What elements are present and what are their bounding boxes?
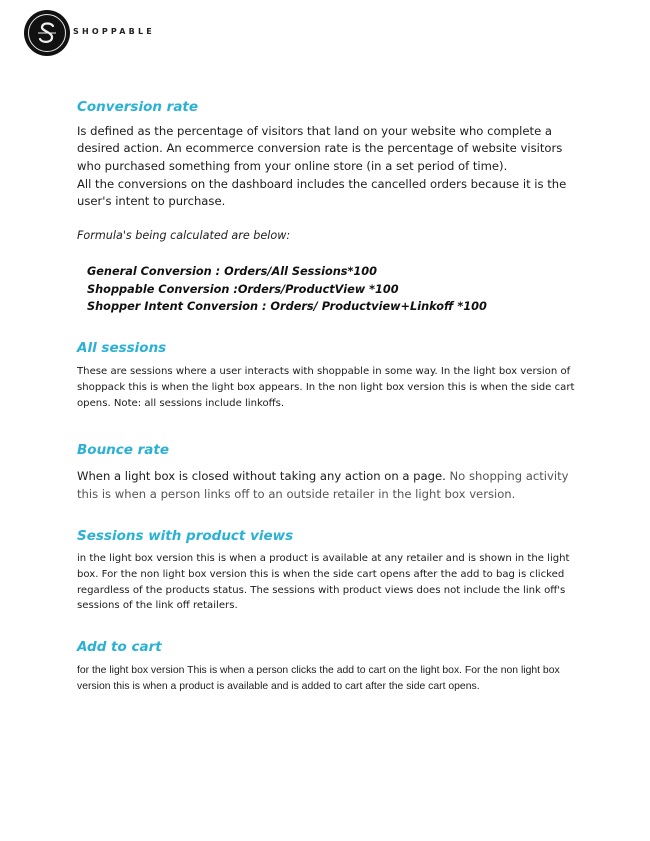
add-to-cart-body: for the light box version This is when a person clicks the add to cart on the light box. For the non light box version this is when a product is available and is added to cart after the side cart opens.: [77, 665, 560, 693]
conversion-rate-heading: Conversion rate: [77, 99, 199, 115]
formula-shopper-intent: Shopper Intent Conversion : Orders/ Productview+Linkoff *100: [87, 300, 487, 314]
product-views-heading: Sessions with product views: [77, 528, 294, 544]
all-sessions-heading: All sessions: [77, 340, 167, 356]
add-to-cart-heading: Add to cart: [77, 639, 162, 655]
formula-shoppable: Shoppable Conversion :Orders/ProductView *100: [87, 282, 399, 296]
formula-general: General Conversion : Orders/All Sessions*100: [87, 265, 378, 278]
bounce-rate-heading: Bounce rate: [77, 442, 170, 458]
bounce-rate-body: [77, 468, 577, 503]
formula-label: Formula's being calculated are below:: [77, 229, 291, 242]
all-sessions-body: These are sessions where a user interacts with shoppable in some way. In the light box version of shoppack this is when the light box appears. In the non light box version this is when the side cart opens. Note: all sessions include linkoffs.: [77, 366, 575, 409]
shoppable-s-logo-icon: [24, 10, 70, 56]
bounce-rate-body-b: No shopping activity this is when a person links off to an outside retailer in the light box version.: [77, 469, 569, 501]
formula-list: [87, 263, 487, 316]
conversion-rate-body: Is defined as the percentage of visitors that land on your website who complete a desired action. An ecommerce conversion rate is the percentage of website visitors who purchased something from your online store (in a set period of time).: [77, 124, 563, 173]
logo-s-glyph: [36, 20, 58, 46]
bounce-rate-body-a: When a light box is closed without taking any action on a page.: [77, 469, 446, 483]
brand-name: SHOPPABLE: [73, 27, 155, 36]
product-views-body: in the light box version this is when a product is available at any retailer and is shown in the light box. For the non light box version this is when the side cart opens after the add to bag is clicked regardless of the products status. The sessions with product views does not include the link off's sessions of the link off retailers.: [77, 553, 570, 612]
logo-ring: [28, 14, 66, 52]
conversion-rate-body-2: All the conversions on the dashboard includes the cancelled orders because it is the user's intent to purchase.: [77, 177, 567, 209]
